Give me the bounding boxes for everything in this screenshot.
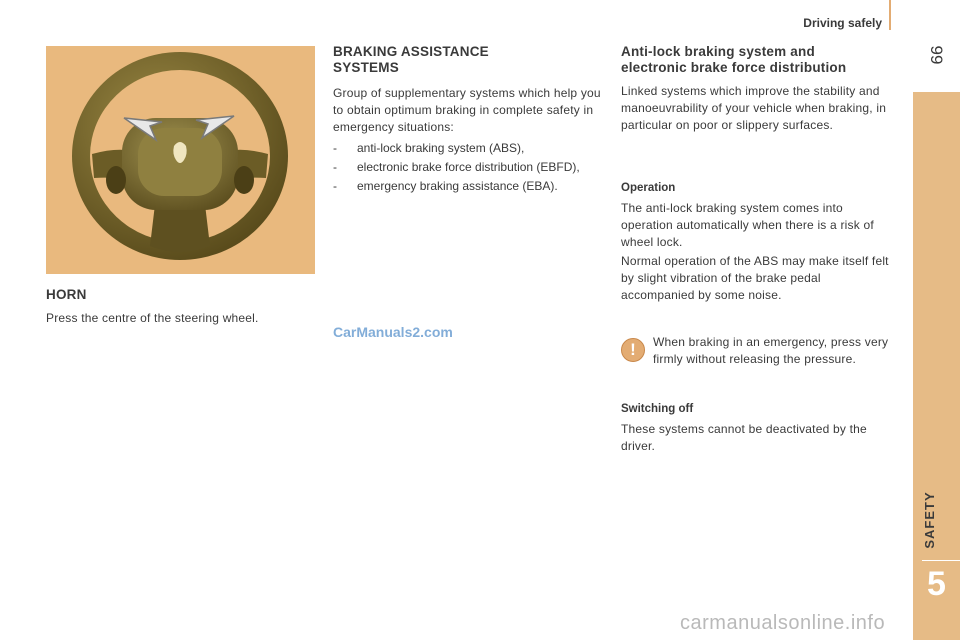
abs-intro: Linked systems which improve the stability and manoeuvrability of your vehicle when braking, in particular on poor or slippery surfaces. [621,84,887,132]
operation-text-2: Normal operation of the ABS may make itself felt by slight vibration of the brake pedal accompanied by some noise. [621,254,889,302]
list-item: - anti-lock braking system (ABS), [333,141,525,155]
page-number: 99 [927,45,946,65]
horn-heading: HORN [46,287,87,302]
running-header: Driving safely [803,16,882,30]
warning-text: When braking in an emergency, press very firmly without releasing the pressure. [653,335,889,366]
braking-intro: Group of supplementary systems which help you to obtain optimum braking in complete safety in emergency situations: [333,86,601,134]
horn-text: Press the centre of the steering wheel. [46,311,259,325]
abs-heading-line1: Anti-lock braking system and [621,44,815,59]
braking-heading-line1: BRAKING ASSISTANCE [333,44,489,59]
abs-section [621,44,893,134]
operation-heading: Operation [621,182,676,194]
section-divider [922,560,960,561]
watermark-carmanuals2: CarManuals2.com [333,324,453,340]
section-label: SAFETY [922,491,937,549]
chapter-number: 5 [927,565,946,603]
switching-off-text: These systems cannot be deactivated by the driver. [621,422,867,453]
steering-wheel-icon [46,46,315,274]
switching-off-heading: Switching off [621,403,694,415]
list-item: - electronic brake force distribution (EBFD), [333,160,580,174]
header-divider [889,0,891,30]
watermark-carmanualsonline: carmanualsonline.info [680,612,886,634]
list-item: - emergency braking assistance (EBA). [333,179,558,193]
operation-text-1: The anti-lock braking system comes into operation automatically when there is a risk of wheel lock. [621,201,874,249]
warning-icon: ! [621,338,645,362]
braking-systems-list [333,140,603,195]
braking-heading-line2: SYSTEMS [333,60,399,75]
steering-wheel-illustration [46,46,315,274]
abs-heading-line2: electronic brake force distribution [621,60,847,75]
braking-assistance-section [333,44,603,197]
